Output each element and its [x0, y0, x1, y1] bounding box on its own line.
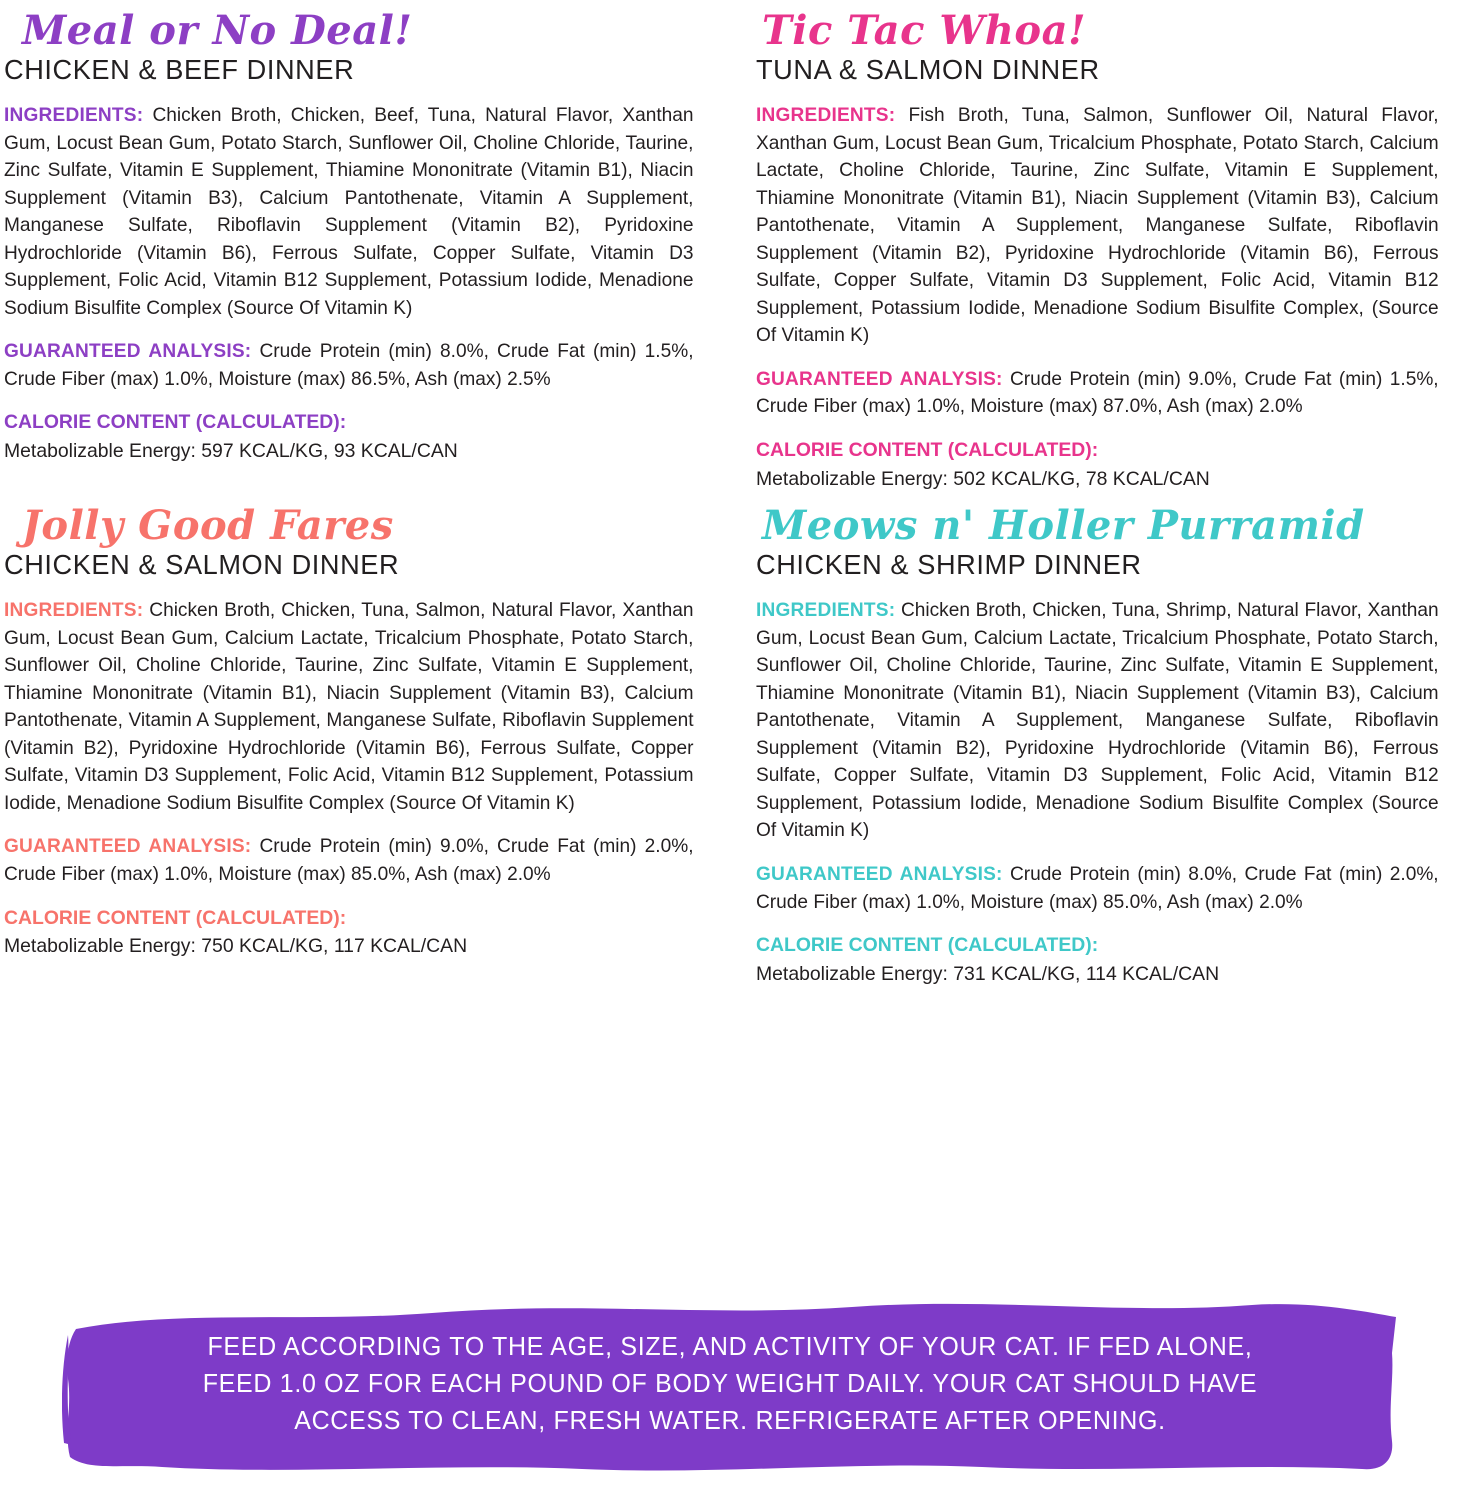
ingredients-3: [4, 597, 694, 817]
guaranteed-label-2: GUARANTEED ANALYSIS:: [756, 367, 1003, 390]
ingredients-1: [4, 102, 694, 322]
guaranteed-text-1: Crude Protein (min) 8.0%, Crude Fat (min) 1.5%, Crude Fiber (max) 1.0%, Moisture (max) 86.5%, Ash (max) 2.5%: [4, 340, 694, 390]
variety-name-4: CHICKEN & SHRIMP DINNER: [756, 549, 1142, 581]
variety-name-2: TUNA & SALMON DINNER: [756, 54, 1100, 85]
ingredients-text-3: Chicken Broth, Chicken, Tuna, Salmon, Natural Flavor, Xanthan Gum, Locust Bean Gum, Calcium Lactate, Tricalcium Phosphate, Potato Starch, Sunflower Oil, Choline Chloride, Taurine, Zinc Sulfate, Vitamin E Supplement, Thiamine Mononitrate (Vitamin B1), Niacin Supplement (Vitamin B3), Calcium Pantothenate, Vitamin A Supplement, Manganese Sulfate, Riboflavin Supplement (Vitamin B2), Pyridoxine Hydrochloride (Vitamin B6), Ferrous Sulfate, Copper Sulfate, Vitamin D3 Supplement, Folic Acid, Vitamin B12 Supplement, Potassium Iodide, Menadione Sodium Bisulfite Complex (Source Of Vitamin K): [4, 599, 694, 814]
calorie-block-3: [4, 905, 704, 961]
brand-name-3: Jolly Good Fares: [22, 502, 394, 550]
variety-name-3: CHICKEN & SALMON DINNER: [4, 549, 400, 581]
calorie-heading-1: CALORIE CONTENT (CALCULATED):: [4, 411, 347, 434]
product-panel-1: [0, 7, 742, 493]
guaranteed-analysis-2: [756, 366, 1439, 421]
guaranteed-label-3: GUARANTEED ANALYSIS:: [4, 835, 252, 858]
feeding-instructions-banner: [0, 1277, 1459, 1492]
guaranteed-analysis-4: [756, 861, 1439, 916]
guaranteed-label-1: GUARANTEED ANALYSIS:: [4, 340, 252, 363]
ingredients-text-1: Chicken Broth, Chicken, Beef, Tuna, Natural Flavor, Xanthan Gum, Locust Bean Gum, Potato Starch, Sunflower Oil, Choline Chloride, Taurine, Zinc Sulfate, Vitamin E Supplement, Thiamine Mononitrate (Vitamin B1), Niacin Supplement (Vitamin B3), Calcium Pantothenate, Vitamin A Supplement, Manganese Sulfate, Riboflavin Supplement (Vitamin B2), Pyridoxine Hydrochloride (Vitamin B6), Ferrous Sulfate, Copper Sulfate, Vitamin D3 Supplement, Folic Acid, Vitamin B12 Supplement, Potassium Iodide, Menadione Sodium Bisulfite Complex (Source Of Vitamin K): [4, 104, 694, 319]
product-grid: [0, 7, 1459, 988]
guaranteed-text-4: Crude Protein (min) 8.0%, Crude Fat (min) 2.0%, Crude Fiber (max) 1.0%, Moisture (max) 85.0%, Ash (max) 2.0%: [756, 863, 1439, 913]
guaranteed-label-4: GUARANTEED ANALYSIS:: [756, 863, 1003, 886]
product-panel-2: [742, 7, 1459, 493]
calorie-heading-3: CALORIE CONTENT (CALCULATED):: [4, 906, 347, 929]
ingredients-label-3: INGREDIENTS:: [4, 599, 144, 622]
feeding-line-3: ACCESS TO CLEAN, FRESH WATER. REFRIGERATE AFTER OPENING.: [294, 1406, 1166, 1435]
calorie-block-1: [4, 409, 704, 465]
ingredients-4: [756, 597, 1439, 845]
brand-name-1: Meal or No Deal!: [22, 7, 413, 54]
calorie-value-4: Metabolizable Energy: 731 KCAL/KG, 114 KCAL/CAN: [756, 962, 1220, 985]
ingredients-text-2: Fish Broth, Tuna, Salmon, Sunflower Oil, Natural Flavor, Xanthan Gum, Locust Bean Gum, Tricalcium Phosphate, Potato Starch, Calcium Lactate, Choline Chloride, Taurine, Zinc Sulfate, Vitamin E Supplement, Thiamine Mononitrate (Vitamin B1), Niacin Supplement (Vitamin B3), Calcium Pantothenate, Vitamin A Supplement, Manganese Sulfate, Riboflavin Supplement (Vitamin B2), Pyridoxine Hydrochloride (Vitamin B6), Ferrous Sulfate, Copper Sulfate, Vitamin D3 Supplement, Folic Acid, Vitamin B12 Supplement, Potassium Iodide, Menadione Sodium Bisulfite Complex, (Source Of Vitamin K): [756, 104, 1439, 347]
feeding-instructions-text: [152, 1329, 1308, 1440]
product-panel-3: [0, 502, 742, 988]
product-panel-4: [742, 502, 1459, 988]
ingredients-label-4: INGREDIENTS:: [756, 599, 896, 622]
calorie-value-1: Metabolizable Energy: 597 KCAL/KG, 93 KCAL/CAN: [4, 440, 458, 463]
calorie-heading-4: CALORIE CONTENT (CALCULATED):: [756, 934, 1099, 957]
guaranteed-analysis-3: [4, 833, 694, 888]
feeding-line-2: FEED 1.0 OZ FOR EACH POUND OF BODY WEIGHT DAILY. YOUR CAT SHOULD HAVE: [202, 1369, 1258, 1398]
guaranteed-text-2: Crude Protein (min) 9.0%, Crude Fat (min) 1.5%, Crude Fiber (max) 1.0%, Moisture (max) 87.0%, Ash (max) 2.0%: [756, 367, 1439, 418]
ingredients-text-4: Chicken Broth, Chicken, Tuna, Shrimp, Natural Flavor, Xanthan Gum, Locust Bean Gum, Calcium Lactate, Tricalcium Phosphate, Potato Starch, Sunflower Oil, Choline Chloride, Taurine, Zinc Sulfate, Vitamin E Supplement, Thiamine Mononitrate (Vitamin B1), Niacin Supplement (Vitamin B3), Calcium Pantothenate, Vitamin A Supplement, Manganese Sulfate, Riboflavin Supplement (Vitamin B2), Pyridoxine Hydrochloride (Vitamin B6), Ferrous Sulfate, Copper Sulfate, Vitamin D3 Supplement, Folic Acid, Vitamin B12 Supplement, Potassium Iodide, Menadione Sodium Bisulfite Complex (Source Of Vitamin K): [756, 599, 1439, 842]
ingredients-label-2: INGREDIENTS:: [756, 104, 896, 126]
calorie-value-3: Metabolizable Energy: 750 KCAL/KG, 117 KCAL/CAN: [4, 935, 468, 958]
ingredients-label-1: INGREDIENTS:: [4, 104, 144, 126]
guaranteed-text-3: Crude Protein (min) 9.0%, Crude Fat (min) 2.0%, Crude Fiber (max) 1.0%, Moisture (max) 85.0%, Ash (max) 2.0%: [4, 835, 694, 886]
ingredients-2: [756, 102, 1439, 350]
calorie-heading-2: CALORIE CONTENT (CALCULATED):: [756, 439, 1099, 462]
brand-name-4: Meows n' Holler Purramid: [762, 502, 1365, 550]
variety-name-1: CHICKEN & BEEF DINNER: [4, 54, 355, 85]
guaranteed-analysis-1: [4, 338, 694, 393]
brand-name-2: Tic Tac Whoa!: [762, 7, 1087, 54]
feeding-line-1: FEED ACCORDING TO THE AGE, SIZE, AND ACTIVITY OF YOUR CAT. IF FED ALONE,: [207, 1333, 1253, 1361]
calorie-block-4: [756, 932, 1449, 988]
calorie-block-2: [756, 437, 1449, 493]
calorie-value-2: Metabolizable Energy: 502 KCAL/KG, 78 KCAL/CAN: [756, 467, 1210, 490]
